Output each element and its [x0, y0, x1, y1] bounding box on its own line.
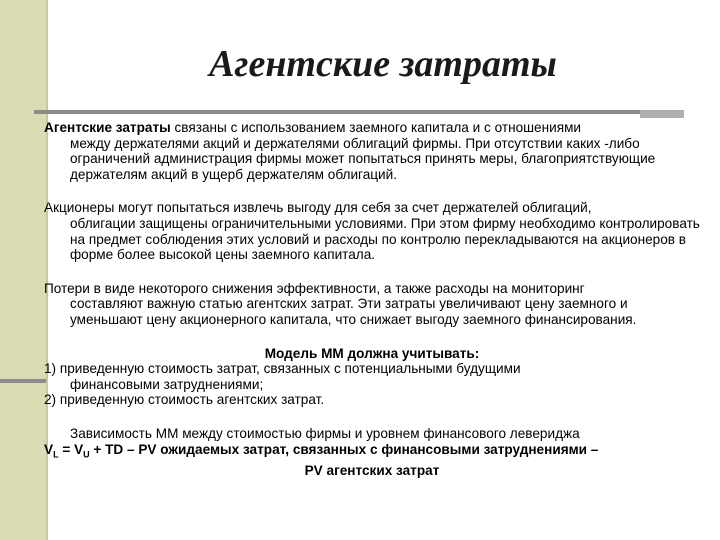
list-item-2: 2) приведенную стоимость агентских затрат.: [44, 392, 325, 408]
paragraph-agency-costs: [44, 120, 700, 182]
formula-rest: + TD – PV ожидаемых затрат, связанных с финансовыми затруднениями –: [89, 441, 599, 457]
title-divider-line: [34, 110, 684, 114]
formula-sub-u: U: [83, 449, 90, 460]
slide-body: [44, 120, 700, 478]
mm-formula-continuation: PV агентских затрат: [304, 462, 440, 478]
paragraph-shareholders: [44, 200, 700, 262]
formula-sub-l: L: [53, 449, 59, 460]
side-divider-line: [0, 379, 46, 383]
list-item-1-continuation: финансовыми затруднениями;: [70, 376, 264, 392]
paragraph-lead-text: связаны с использованием заемного капитала и с отношениями: [170, 120, 582, 135]
formula-eq: = V: [58, 441, 84, 457]
list-item-1: 1) приведенную стоимость затрат, связанных с потенциальными будущими: [44, 361, 521, 377]
paragraph-continuation: составляют важную статью агентских затрат. Эти затраты увеличивают цену заемного и уменьшают цену акционерного капитала, что снижает выгоду заемного финансирования.: [70, 296, 637, 327]
paragraph-first-line: [44, 120, 700, 136]
term-agency-costs: Агентские затраты: [44, 120, 171, 135]
paragraph-continuation: облигации защищены ограничительными условиями. При этом фирму необходимо контролировать на предмет соблюдения этих условий и расходы по контролю перекладываются на акционеров в форме более высокой цены заемного капитала.: [70, 215, 700, 263]
paragraph-losses: [44, 281, 700, 328]
formula-v: V: [44, 441, 54, 457]
model-heading: Модель ММ должна учитывать:: [264, 345, 480, 361]
title-divider-accent: [640, 110, 684, 118]
dependence-text: Зависимость ММ между стоимостью фирмы и уровнем финансового левериджа: [70, 425, 580, 441]
slide-title: Агентские затраты: [209, 43, 557, 85]
paragraph-first-line: Акционеры могут попытаться извлечь выгоду для себя за счет держателей облигаций,: [44, 200, 592, 216]
paragraph-first-line: Потери в виде некоторого снижения эффективности, а также расходы на мониторинг: [44, 280, 585, 296]
paragraph-continuation: между держателями акций и держателями облигаций фирмы. При отсутствии каких -либо ограничений администрация фирмы может попытаться принять меры, благоприятствующие держателям акций в ущерб держателям облигаций.: [70, 135, 656, 182]
mm-formula: [44, 442, 700, 463]
